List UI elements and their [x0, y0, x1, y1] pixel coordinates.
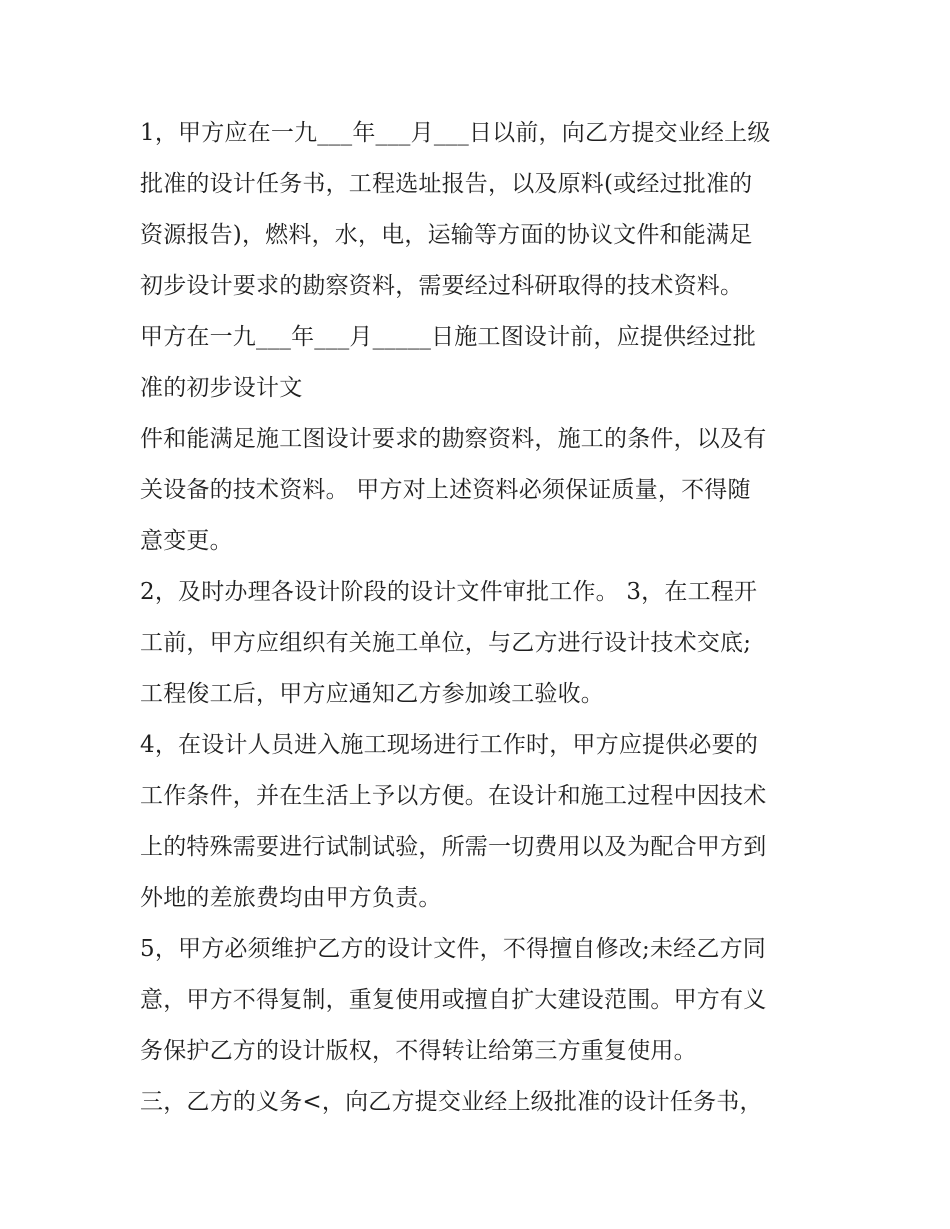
- text-line: 4，在设计人员进入施工现场进行工作时，甲方应提供必要的: [140, 732, 759, 758]
- text-line: 意，甲方不得复制，重复使用或擅自扩大建设范围。甲方有义: [140, 987, 767, 1013]
- text-line: 意变更。: [140, 528, 233, 554]
- text-line: 外地的差旅费均由甲方负责。: [140, 885, 442, 911]
- text-line: 工前，甲方应组织有关施工单位，与乙方进行设计技术交底;: [140, 630, 752, 656]
- text-line: 2，及时办理各设计阶段的设计文件审批工作。 3，在工程开: [140, 579, 758, 605]
- text-line: 工作条件，并在生活上予以方便。在设计和施工过程中因技术: [140, 783, 767, 809]
- text-line: 务保护乙方的设计版权，不得转让给第三方重复使用。: [140, 1038, 697, 1064]
- text-line: 工程俊工后，甲方应通知乙方参加竣工验收。: [140, 681, 604, 707]
- text-line: 三，乙方的义务<，向乙方提交业经上级批准的设计任务书，: [140, 1089, 763, 1115]
- text-line: 关设备的技术资料。 甲方对上述资料必须保证质量，不得随: [140, 477, 751, 503]
- document-body: [140, 108, 820, 1128]
- text-line: 资源报告)，燃料，水，电，运输等方面的协议文件和能满足: [140, 222, 753, 248]
- text-line: 1，甲方应在一九___年___月___日以前，向乙方提交业经上级: [140, 120, 771, 146]
- text-line: 准的初步设计文: [140, 375, 303, 401]
- text-line: 甲方在一九___年___月_____日施工图设计前，应提供经过批: [140, 324, 756, 350]
- text-line: 5，甲方必须维护乙方的设计文件，不得擅自修改;未经乙方同: [140, 936, 766, 962]
- text-line: 件和能满足施工图设计要求的勘察资料，施工的条件，以及有: [140, 426, 767, 452]
- text-line: 上的特殊需要进行试制试验，所需一切费用以及为配合甲方到: [140, 834, 767, 860]
- text-line: 批准的设计任务书，工程选址报告，以及原料(或经过批准的: [140, 171, 753, 197]
- text-line: 初步设计要求的勘察资料，需要经过科研取得的技术资料。: [140, 273, 744, 299]
